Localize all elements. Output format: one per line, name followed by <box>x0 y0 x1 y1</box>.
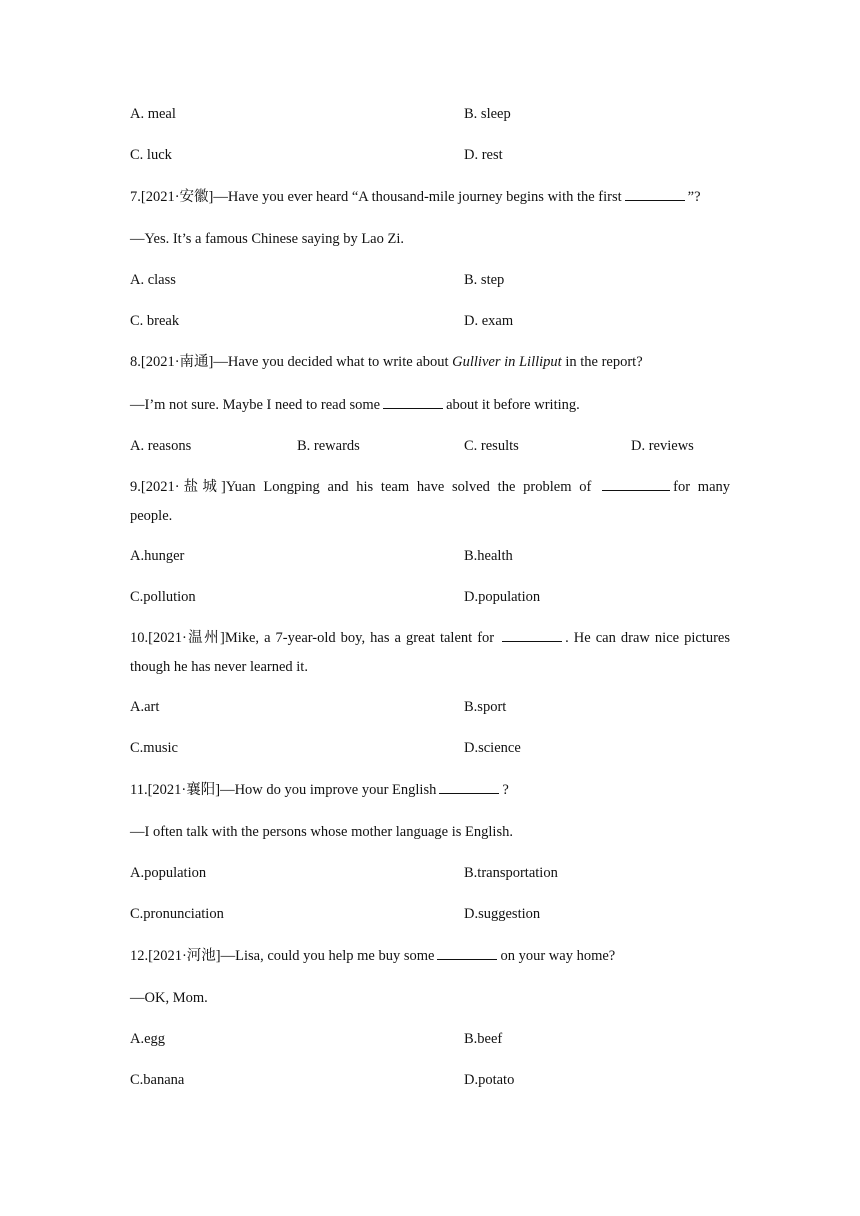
q11-stem-prefix: 11.[2021·襄阳]—How do you improve your English <box>130 782 437 798</box>
q9-option-a: A.hunger <box>130 548 185 564</box>
q7-option-a: A. class <box>130 272 176 288</box>
q11-stem <box>130 781 730 799</box>
q9-blank <box>602 478 670 491</box>
q6-option-b: B. sleep <box>464 106 511 122</box>
q11-option-a: A.population <box>130 865 207 881</box>
q7-stem <box>130 188 730 206</box>
q8-blank <box>383 396 443 409</box>
q11-option-c: C.pronunciation <box>130 906 224 922</box>
q11-option-d: D.suggestion <box>464 906 541 922</box>
q11-answer-line: —I often talk with the persons whose mother language is English. <box>130 824 513 840</box>
q10-option-d: D.science <box>464 740 521 756</box>
q10-stem-suffix: . He can draw nice pictures <box>565 630 730 646</box>
q8-answer-prefix: —I’m not sure. Maybe I need to read some <box>130 397 381 413</box>
q10-blank <box>502 629 562 642</box>
q6-option-c: C. luck <box>130 147 172 163</box>
q10-stem-line2: though he has never learned it. <box>130 659 308 675</box>
q11-stem-suffix: ? <box>502 782 509 798</box>
q8-answer-line <box>130 396 730 414</box>
q6-option-a: A. meal <box>130 106 176 122</box>
q12-answer-line: —OK, Mom. <box>130 990 208 1006</box>
q7-blank <box>625 188 685 201</box>
q9-option-b: B.health <box>464 548 513 564</box>
q10-option-c: C.music <box>130 740 178 756</box>
q7-answer-line: —Yes. It’s a famous Chinese saying by Lao Zi. <box>130 231 404 247</box>
q9-option-c: C.pollution <box>130 589 196 605</box>
q9-stem-line2: people. <box>130 508 173 524</box>
q9-option-d: D.population <box>464 589 541 605</box>
q8-option-a: A. reasons <box>130 438 192 454</box>
q6-option-d: D. rest <box>464 147 503 163</box>
q12-stem <box>130 947 730 965</box>
q10-stem-prefix: 10.[2021·温州]Mike, a 7-year-old boy, has a great talent for <box>130 630 495 646</box>
q8-option-c: C. results <box>464 438 519 454</box>
q8-option-b: B. rewards <box>297 438 360 454</box>
q10-option-b: B.sport <box>464 699 507 715</box>
q12-stem-prefix: 12.[2021·河池]—Lisa, could you help me buy some <box>130 948 435 964</box>
q9-stem-suffix: for many <box>673 479 731 495</box>
q7-option-d: D. exam <box>464 313 514 329</box>
q8-answer-suffix: about it before writing. <box>446 397 580 413</box>
q9-stem-prefix: 9.[2021·盐城]Yuan Longping and his team have solved the problem of <box>130 479 592 495</box>
q8-book-title: Gulliver in Lilliput <box>452 354 562 370</box>
q12-blank <box>437 947 497 960</box>
q8-stem <box>130 353 730 371</box>
q8-option-d: D. reviews <box>631 438 694 454</box>
q12-option-b: B.beef <box>464 1031 503 1047</box>
q7-stem-prefix: 7.[2021·安徽]—Have you ever heard “A thousand-mile journey begins with the first <box>130 189 622 205</box>
q11-option-b: B.transportation <box>464 865 558 881</box>
q10-stem-line1 <box>130 624 730 653</box>
q9-stem-line1 <box>130 473 730 502</box>
q12-option-d: D.potato <box>464 1072 515 1088</box>
q7-option-b: B. step <box>464 272 505 288</box>
q8-stem-suffix: in the report? <box>565 354 643 370</box>
q10-option-a: A.art <box>130 699 160 715</box>
q8-stem-prefix: 8.[2021·南通]—Have you decided what to write about <box>130 354 449 370</box>
q11-blank <box>439 781 499 794</box>
q7-stem-suffix: ”? <box>687 189 701 205</box>
q7-option-c: C. break <box>130 313 180 329</box>
q12-stem-suffix: on your way home? <box>500 948 616 964</box>
q12-option-c: C.banana <box>130 1072 185 1088</box>
q12-option-a: A.egg <box>130 1031 166 1047</box>
